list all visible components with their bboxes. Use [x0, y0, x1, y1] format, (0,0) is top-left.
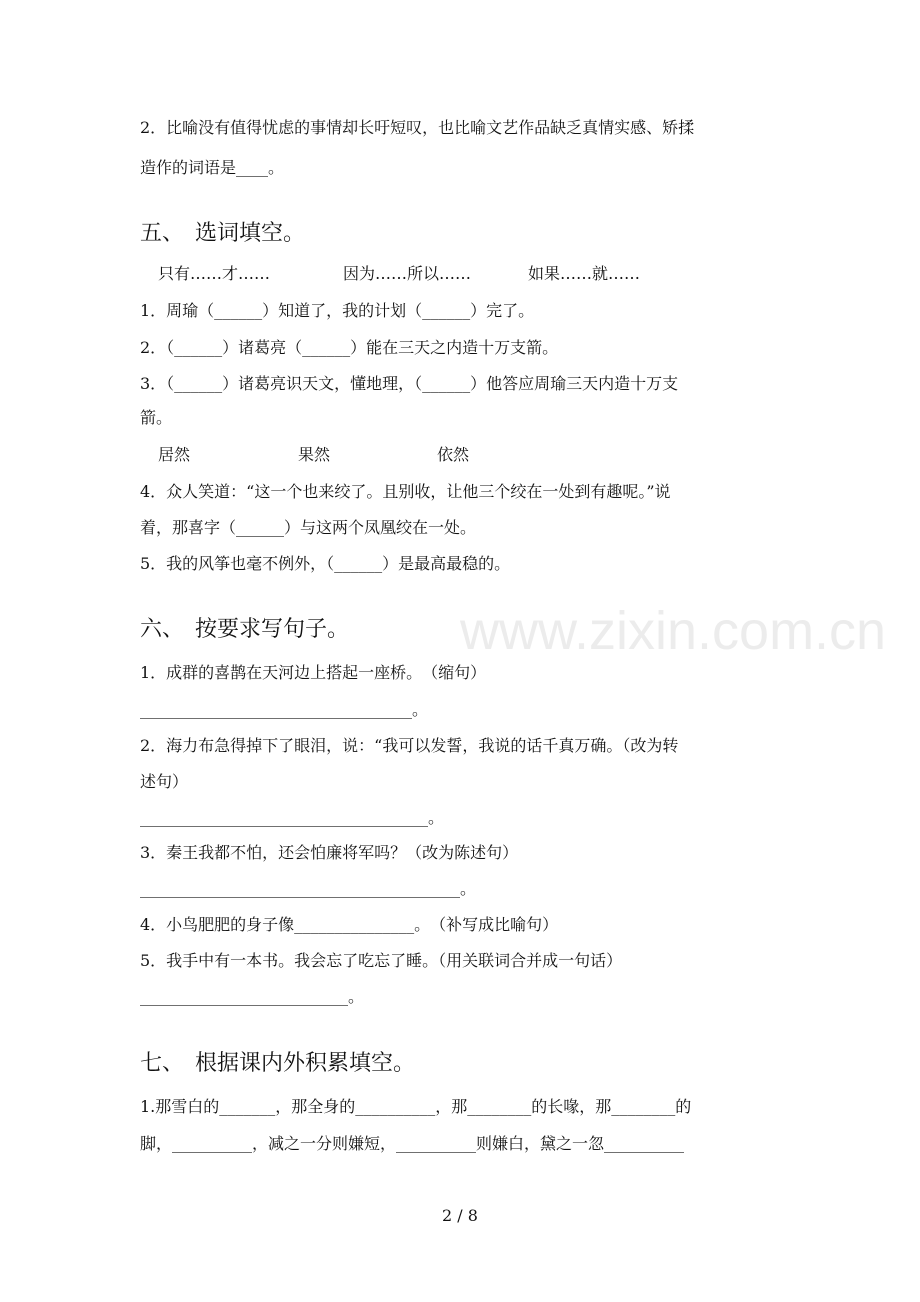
question-text: 1.那雪白的_______，那全身的__________，那________的长喙，那________的 — [140, 1097, 692, 1116]
question-text: 脚，__________，减之一分则嫌短，__________则嫌白，黛之一忽__________ — [140, 1134, 685, 1153]
word-option: 只有……才…… — [158, 264, 271, 283]
answer-line: __________________________________。 — [140, 700, 429, 719]
question-text: 4．众人笑道：“这一个也来绞了。且别收，让他三个绞在一处到有趣呢。”说 — [140, 482, 671, 501]
question-text: 述句） — [140, 772, 189, 791]
question-text: 2．（______）诸葛亮（______）能在三天之内造十万支箭。 — [140, 338, 559, 357]
word-option: 果然 — [298, 445, 331, 464]
question-text: 3．秦王我都不怕，还会怕廉将军吗？（改为陈述句） — [140, 843, 519, 862]
word-option: 居然 — [158, 445, 191, 464]
watermark: www.zixin.com.cn — [460, 601, 887, 661]
word-option: 依然 — [437, 445, 470, 464]
answer-line: __________________________。 — [140, 987, 365, 1006]
question-text: 2．比喻没有值得忧虑的事情却长吁短叹，也比喻文艺作品缺乏真情实感、矫揉 — [140, 118, 695, 137]
question-text: 5．我手中有一本书。我会忘了吃忘了睡。（用关联词合并成一句话） — [140, 951, 623, 970]
question-text: 4．小鸟肥肥的身子像_______________。 （补写成比喻句） — [140, 915, 559, 934]
word-option: 因为……所以…… — [343, 264, 472, 283]
question-text: 5．我的风筝也毫不例外，（______）是最高最稳的。 — [140, 554, 511, 573]
question-text: 2．海力布急得掉下了眼泪，说：“我可以发誓，我说的话千真万确。（改为转 — [140, 736, 679, 755]
question-text: 3．（______）诸葛亮识天文，懂地理，（______）他答应周瑜三天内造十万支 — [140, 374, 679, 393]
section-heading-5: 五、 选词填空。 — [140, 221, 306, 246]
question-text: 1．成群的喜鹊在天河边上搭起一座桥。 （缩句） — [140, 663, 487, 682]
question-text: 1．周瑜（______）知道了，我的计划（______）完了。 — [140, 301, 535, 320]
section-heading-7: 七、 根据课内外积累填空。 — [140, 1051, 416, 1076]
page-number: 2 / 8 — [442, 1206, 478, 1225]
answer-line: ____________________________________。 — [140, 808, 445, 827]
section-heading-6: 六、 按要求写句子。 — [140, 617, 350, 642]
word-option: 如果……就…… — [528, 264, 641, 283]
question-text: 着，那喜字（______）与这两个凤凰绞在一处。 — [140, 518, 477, 537]
question-text: 箭。 — [140, 408, 173, 427]
question-text: 造作的词语是____。 — [140, 158, 285, 177]
answer-line: ________________________________________。 — [140, 879, 477, 898]
